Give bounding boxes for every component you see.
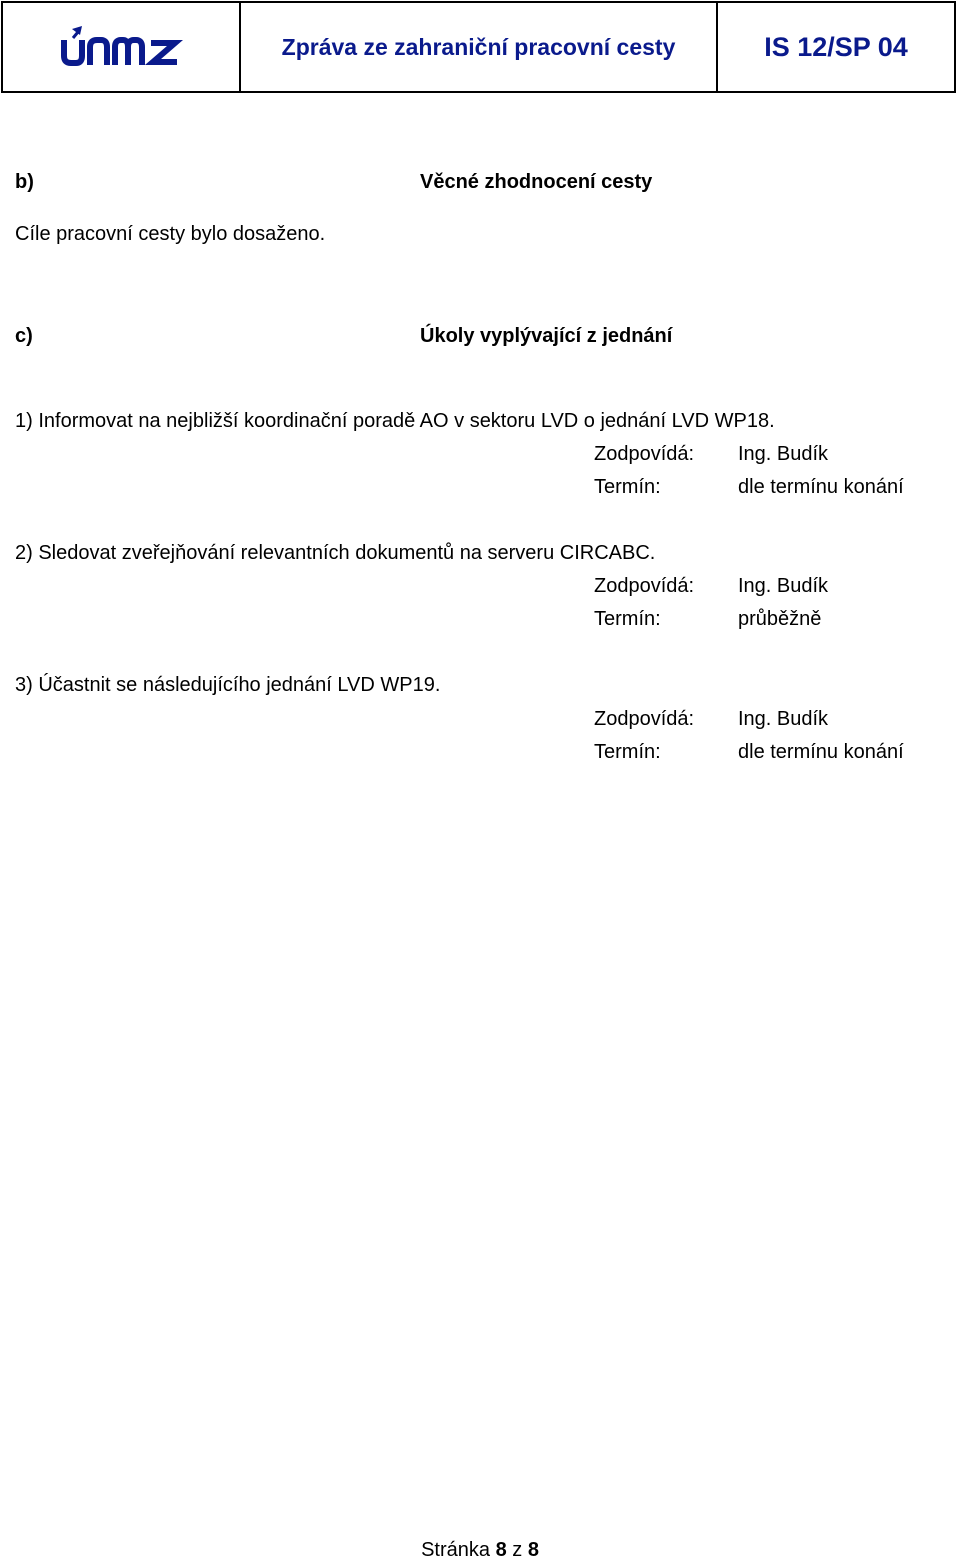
footer-of-word: z bbox=[512, 1539, 523, 1561]
task-3-responsible-label: Zodpovídá: bbox=[594, 708, 695, 730]
document-title: Zpráva ze zahraniční pracovní cesty bbox=[281, 33, 676, 60]
task-1-responsible: Ing. Budík bbox=[738, 443, 829, 465]
task-3-deadline: dle termínu konání bbox=[738, 741, 904, 763]
section-b-text: Cíle pracovní cesty bylo dosaženo. bbox=[15, 223, 326, 245]
task-1-deadline: dle termínu konání bbox=[738, 476, 904, 498]
header-title-cell bbox=[241, 3, 718, 91]
task-1-responsible-label: Zodpovídá: bbox=[594, 443, 695, 465]
task-1-deadline-label: Termín: bbox=[594, 476, 661, 498]
task-2-deadline: průběžně bbox=[738, 608, 822, 630]
footer-page-total: 8 bbox=[527, 1539, 539, 1561]
task-2-text: 2) Sledovat zveřejňování relevantních dokumentů na serveru CIRCABC. bbox=[15, 542, 656, 564]
footer-page-current: 8 bbox=[495, 1539, 507, 1561]
task-2-deadline-label: Termín: bbox=[594, 608, 661, 630]
page-footer bbox=[0, 1540, 960, 1560]
logo-cell bbox=[3, 3, 241, 91]
footer-page-word: Stránka bbox=[421, 1539, 490, 1561]
task-2-responsible: Ing. Budík bbox=[738, 575, 829, 597]
section-c-letter: c) bbox=[15, 325, 33, 347]
document-code: IS 12/SP 04 bbox=[764, 31, 908, 62]
task-3-text: 3) Účastnit se následujícího jednání LVD WP19. bbox=[15, 674, 441, 696]
header-code-cell bbox=[718, 3, 954, 91]
unmz-logo bbox=[59, 26, 183, 68]
section-b-heading: Věcné zhodnocení cesty bbox=[420, 171, 653, 193]
task-3-responsible: Ing. Budík bbox=[738, 708, 829, 730]
section-b-letter: b) bbox=[15, 171, 34, 193]
task-2-responsible-label: Zodpovídá: bbox=[594, 575, 695, 597]
section-c-heading: Úkoly vyplývající z jednání bbox=[420, 325, 673, 347]
task-1-text: 1) Informovat na nejbližší koordinační poradě AO v sektoru LVD o jednání LVD WP18. bbox=[15, 410, 775, 432]
document-header bbox=[1, 1, 956, 93]
task-3-deadline-label: Termín: bbox=[594, 741, 661, 763]
